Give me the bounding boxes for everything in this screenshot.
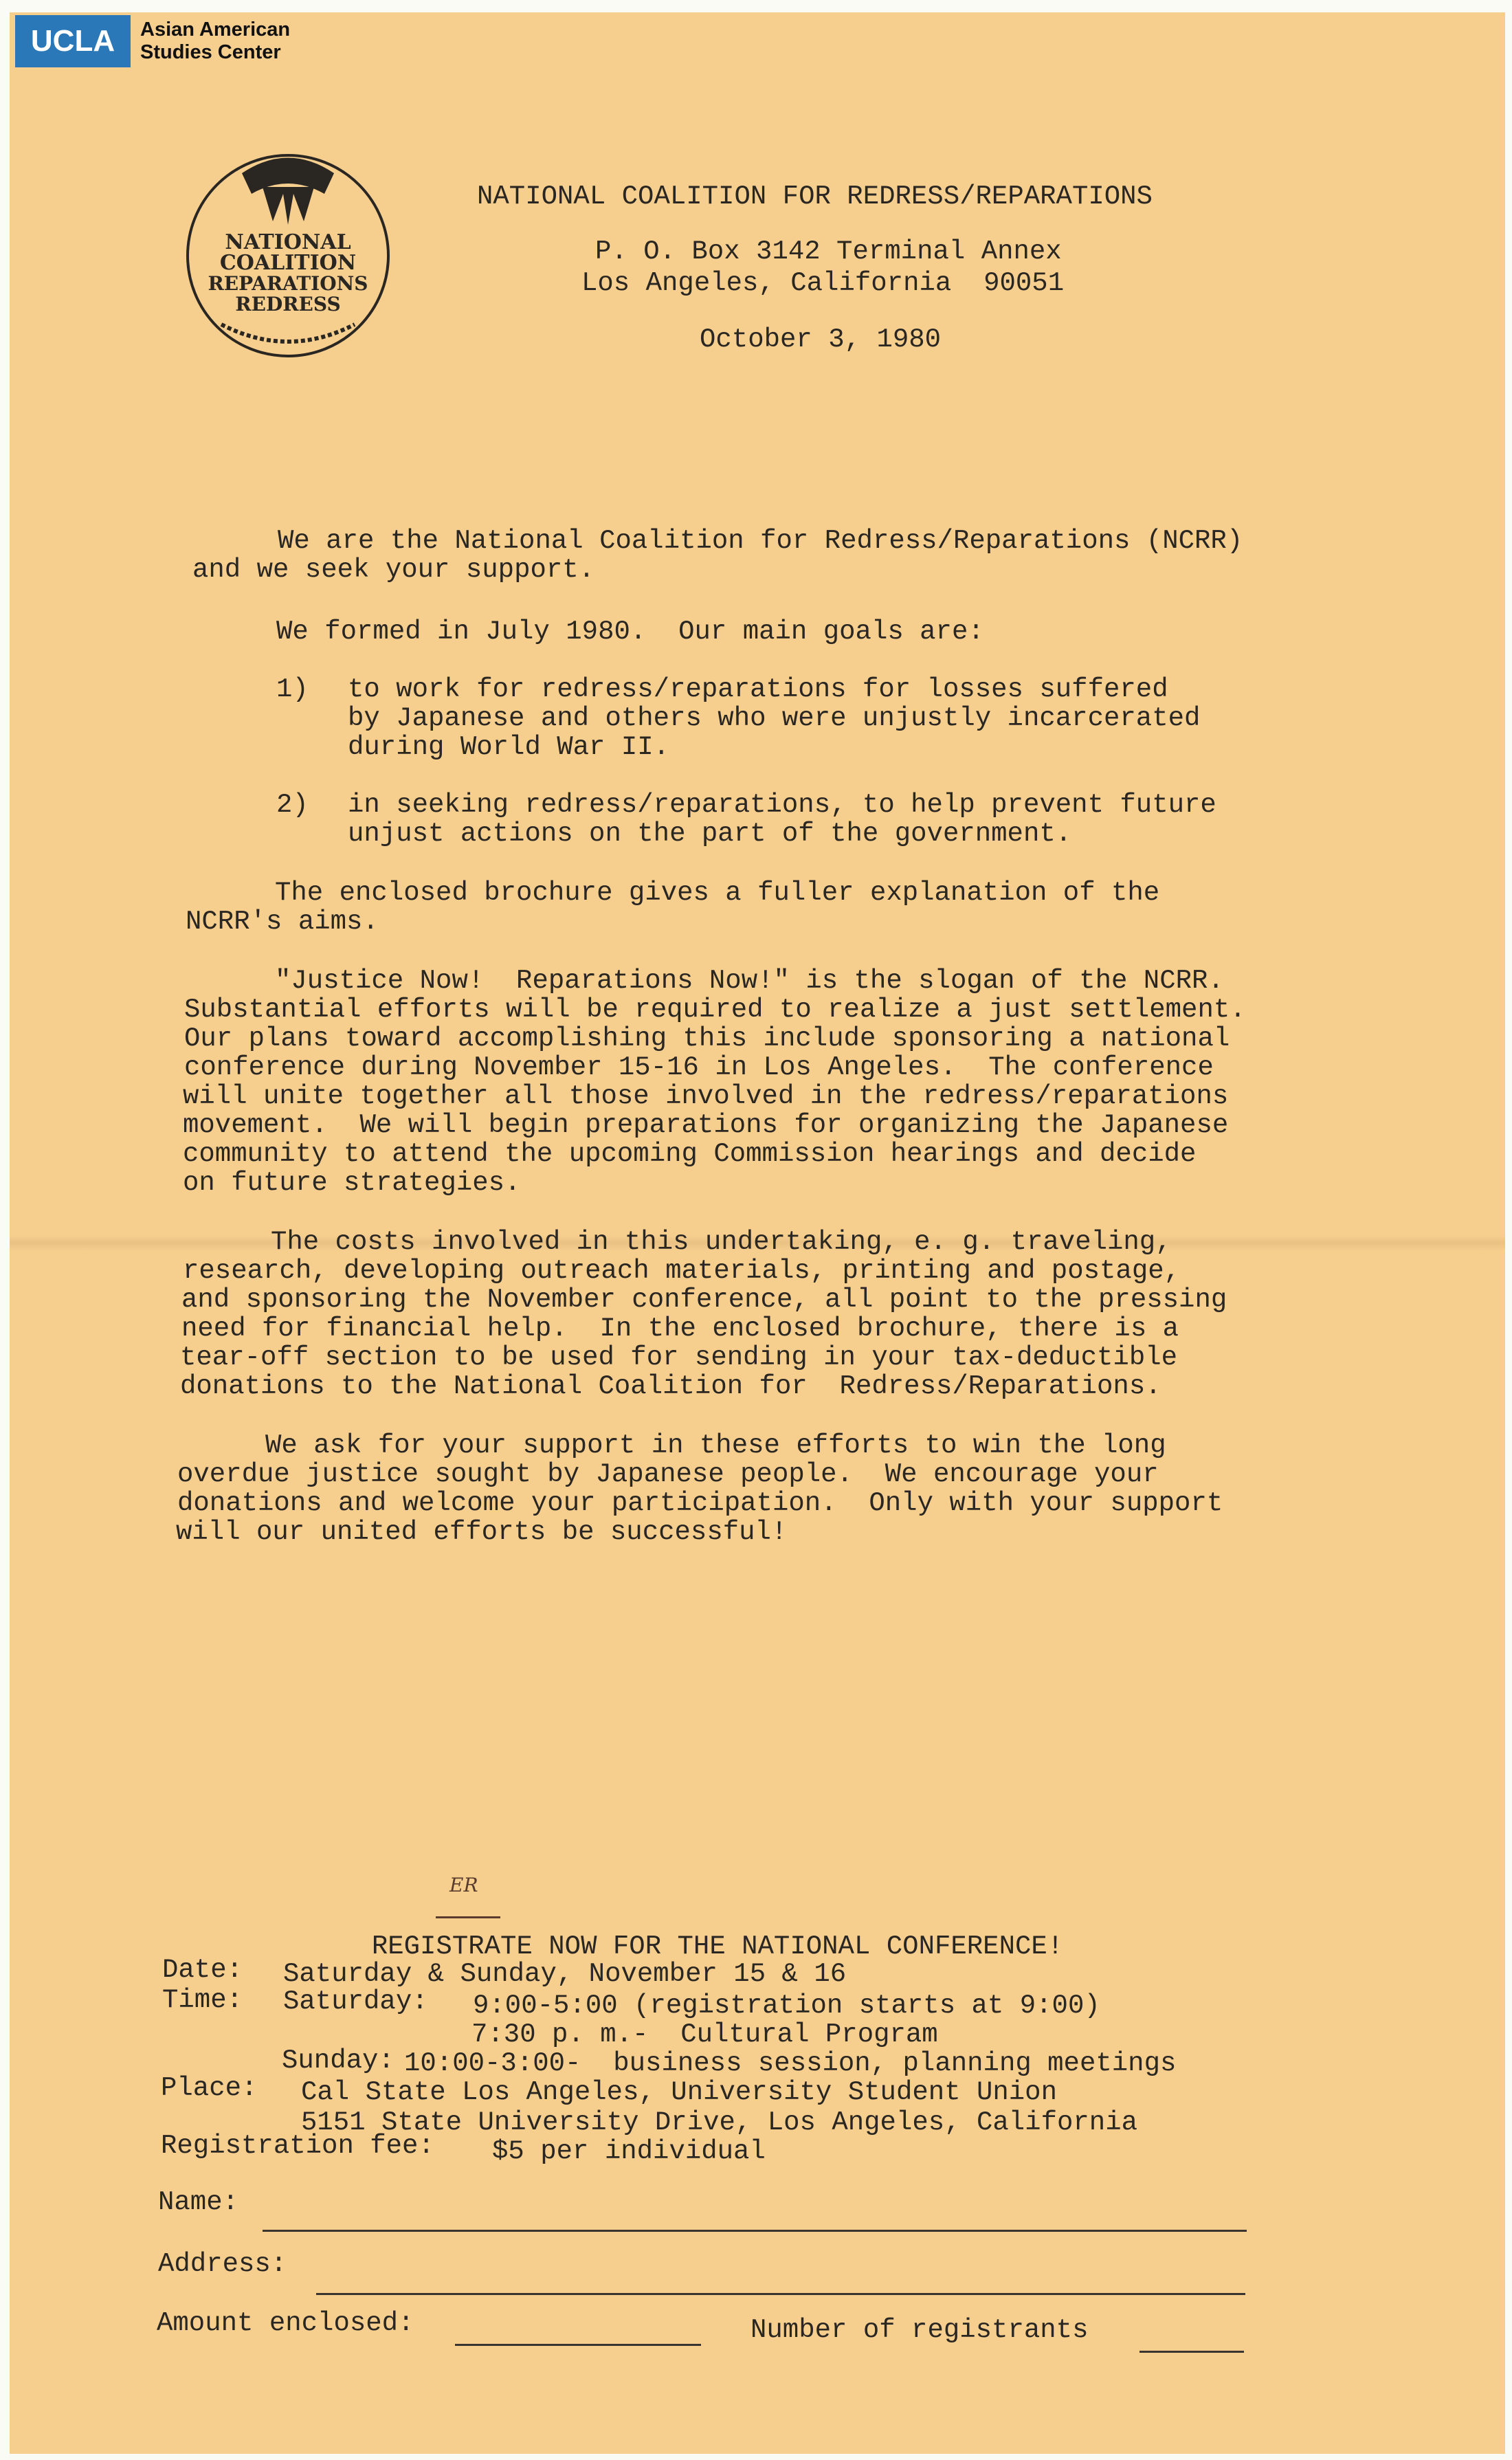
amount-field[interactable] — [455, 2344, 701, 2346]
paragraph-5-line-1: The costs involved in this undertaking, e. g. traveling, — [271, 1227, 1172, 1257]
paragraph-4-line-6: movement. We will begin preparations for organizing the Japanese — [183, 1110, 1229, 1140]
fee-value: $5 per individual — [492, 2136, 766, 2167]
paragraph-3-line-1: The enclosed brochure gives a fuller explanation of the — [275, 878, 1160, 908]
goal-1-line-3: during World War II. — [348, 732, 670, 762]
goal-2-number: 2) — [276, 790, 309, 820]
ucla-logo: UCLA — [15, 15, 131, 67]
paragraph-5-line-4: need for financial help. In the enclosed brochure, there is a — [181, 1314, 1179, 1344]
paragraph-4-line-4: conference during November 15-16 in Los Angeles. The conference — [184, 1052, 1214, 1083]
time-label: Time: — [162, 1985, 243, 2015]
paragraph-6-line-1: We ask for your support in these efforts to win the long — [265, 1430, 1166, 1461]
paragraph-3-line-2: NCRR's aims. — [186, 907, 379, 937]
ucla-aasc-badge — [15, 15, 290, 67]
sunday-label: Sunday: — [282, 2046, 394, 2076]
seal-line-2: COALITION — [219, 251, 357, 275]
name-label: Name: — [158, 2187, 239, 2217]
title-prefix: REGIST — [371, 1931, 469, 1962]
paragraph-4-line-5: will unite together all those involved in the redress/reparations — [183, 1081, 1229, 1111]
paragraph-6-line-3: donations and welcome your participation. Only with your support — [177, 1488, 1223, 1518]
address-field[interactable] — [316, 2293, 1245, 2295]
paragraph-5-line-6: donations to the National Coalition for Redress/Reparations. — [180, 1371, 1161, 1401]
goal-1-line-2: by Japanese and others who were unjustly incarcerated — [348, 703, 1201, 733]
title-struck: RATE — [468, 1931, 533, 1962]
paragraph-4-line-1: "Justice Now! Reparations Now!" is the slogan of the NCRR. — [275, 966, 1224, 996]
address-label: Address: — [158, 2249, 287, 2279]
paragraph-4-line-7: community to attend the upcoming Commission hearings and decide — [183, 1139, 1197, 1169]
seal-line-1: NATIONAL — [225, 230, 351, 254]
seal-line-3: REPARATIONS — [208, 272, 368, 295]
saturday-hours: 9:00-5:00 (registration starts at 9:00) — [473, 1991, 1100, 2021]
registrants-label: Number of registrants — [751, 2315, 1089, 2345]
goal-2-line-2: unjust actions on the part of the government. — [348, 819, 1072, 849]
registrants-field[interactable] — [1139, 2351, 1244, 2353]
paragraph-4-line-3: Our plans toward accomplishing this include sponsoring a national — [184, 1023, 1230, 1054]
goal-2-line-1: in seeking redress/reparations, to help prevent future — [348, 790, 1216, 820]
sunday-hours: 10:00-3:00- business session, planning meetings — [404, 2048, 1177, 2079]
date-label: Date: — [162, 1955, 243, 1985]
paragraph-6-line-4: will our united efforts be successful! — [176, 1517, 788, 1547]
amount-label: Amount enclosed: — [157, 2308, 414, 2338]
place-line-1: Cal State Los Angeles, University Student Union — [301, 2077, 1057, 2107]
name-field[interactable] — [263, 2230, 1247, 2232]
paragraph-2: We formed in July 1980. Our main goals are: — [276, 617, 984, 647]
place-label: Place: — [161, 2073, 258, 2103]
goal-1-line-1: to work for redress/reparations for losses suffered — [348, 674, 1168, 705]
date-value: Saturday & Sunday, November 15 & 16 — [283, 1959, 847, 1989]
fee-label: Registration fee: — [161, 2131, 434, 2161]
paragraph-4-line-8: on future strategies. — [183, 1168, 521, 1198]
strike-through-mark — [436, 1916, 500, 1918]
paragraph-4-line-2: Substantial efforts will be required to realize a just settlement. — [184, 995, 1246, 1025]
paragraph-5-line-3: and sponsoring the November conference, all point to the pressing — [181, 1285, 1227, 1315]
paragraph-1-line-1: We are the National Coalition for Redress/Reparations (NCRR) — [278, 526, 1243, 556]
letter-date: October 3, 1980 — [700, 324, 942, 355]
address-line-1: P. O. Box 3142 Terminal Annex — [595, 236, 1062, 267]
title-suffix: NOW FOR THE NATIONAL CONFERENCE! — [532, 1931, 1064, 1962]
handwritten-correction: ER — [449, 1874, 478, 1896]
saturday-label: Saturday: — [283, 1986, 428, 2017]
ncrr-seal-logo — [180, 146, 396, 362]
paragraph-1-line-2: and we seek your support. — [192, 555, 595, 585]
registration-title — [340, 1901, 1063, 1962]
paragraph-6-line-2: overdue justice sought by Japanese people. We encourage your — [177, 1459, 1159, 1489]
seal-line-4: REDRESS — [235, 293, 341, 315]
address-line-2: Los Angeles, California 90051 — [581, 268, 1065, 298]
paragraph-5-line-2: research, developing outreach materials, printing and postage, — [183, 1256, 1181, 1286]
org-name: NATIONAL COALITION FOR REDRESS/REPARATIONS — [477, 181, 1153, 212]
paragraph-5-line-5: tear-off section to be used for sending in your tax-deductible — [180, 1342, 1178, 1373]
center-name: Asian American Studies Center — [140, 19, 291, 63]
goal-1-number: 1) — [276, 674, 309, 705]
place-line-2: 5151 State University Drive, Los Angeles, California — [301, 2107, 1137, 2138]
saturday-evening: 7:30 p. m.- Cultural Program — [471, 2019, 938, 2050]
